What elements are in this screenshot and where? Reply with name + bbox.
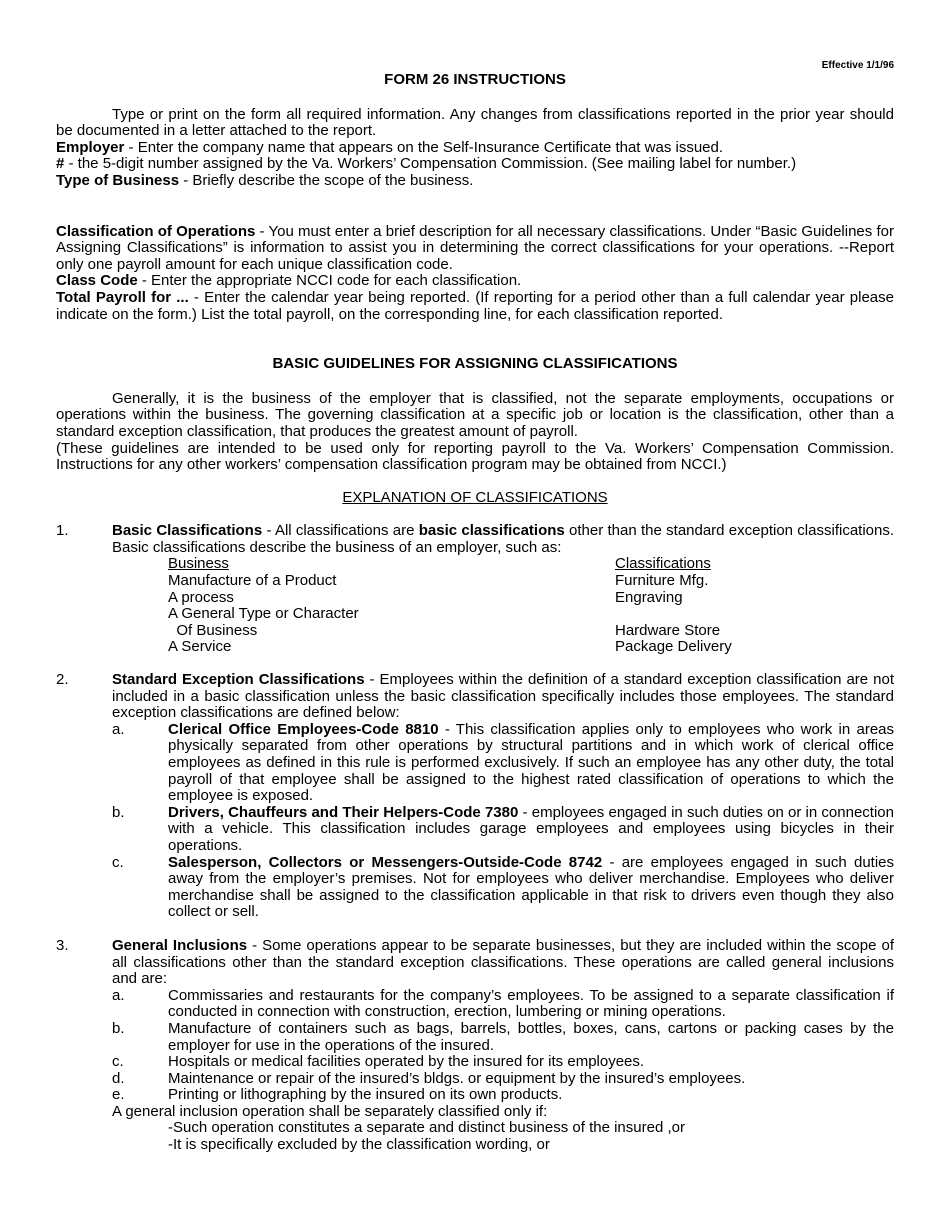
sub-item-text (168, 722, 894, 805)
sub-item (112, 988, 894, 1021)
class-code-text: - Enter the appropriate NCCI code for each classification. (137, 272, 522, 290)
classification-text: - You must enter a brief description for all necessary classifications. Under “Basic Guidelines for Assigning Classifications” is information to assist you in determining the correct classifications for your operations. --Report only one payroll amount for each unique classification code. (56, 222, 894, 273)
effective-date: Effective 1/1/96 (821, 60, 894, 71)
sub-item-body: - are employees engaged in such duties away from the employer’s premises. Not for employees who deliver merchandise. Employees who deliver merchandise shall be assigned to the classification applicable in that risk to drivers even though they also collect or sell. (168, 853, 895, 921)
classification-cell: Hardware Store (615, 621, 721, 639)
sub-item-text: Manufacture of containers such as bags, barrels, bottles, boxes, cans, cartons or packing cases by the employer for use in the operations of the insured. (168, 1019, 894, 1054)
page-title: FORM 26 INSTRUCTIONS (384, 71, 566, 88)
sub-item (112, 1021, 894, 1054)
sub-item-body: - employees engaged in such duties on or in connection with a vehicle. This classification includes garage employees and employees using bicycles in their operations. (168, 803, 894, 854)
business-term: Type of Business (56, 171, 180, 189)
sub-item (112, 1054, 894, 1071)
sub-item-text: Maintenance or repair of the insured’s bldgs. or equipment by the insured’s employees. (168, 1069, 746, 1087)
sub-item (112, 1071, 894, 1088)
basic-term: Basic Classifications (112, 522, 263, 540)
business-cell: Manufacture of a Product (168, 572, 337, 590)
list-item-standard-exception (56, 672, 894, 921)
list-item-general-inclusions (56, 938, 894, 1154)
intro-section (56, 107, 894, 190)
sub-item-letter: c. (112, 1053, 124, 1071)
sub-item-letter: a. (112, 720, 125, 738)
table-row (168, 623, 894, 640)
number-text: - the 5-digit number assigned by the Va. Workers’ Compensation Commission. (See mailing label for number.) (64, 155, 797, 173)
guidelines-title: BASIC GUIDELINES FOR ASSIGNING CLASSIFICATIONS (272, 355, 678, 373)
intro-paragraph: Type or print on the form all required information. Any changes from classifications reported in the prior year should be documented in a letter attached to the report. (56, 105, 894, 140)
sub-item (112, 805, 894, 855)
examples-header (168, 556, 894, 573)
sub-item-term: Clerical Office Employees-Code 8810 (168, 720, 439, 738)
employer-term: Employer (56, 138, 125, 156)
general-inclusions-body: - Some operations appear to be separate businesses, but they are included within the scope of all classifications other than the standard exception classifications. These operations are called general inclusions and are: (112, 936, 894, 988)
item-number: 3. (56, 936, 69, 954)
operations-section (56, 224, 894, 324)
sub-item (112, 722, 894, 805)
basic-text-a: - All classifications are (262, 522, 419, 540)
business-text: - Briefly describe the scope of the business. (179, 171, 474, 189)
employer-text: - Enter the company name that appears on the Self-Insurance Certificate that was issued. (124, 138, 724, 156)
general-inclusions-text (112, 938, 894, 988)
sub-item-text (168, 855, 894, 921)
guidelines-paragraph: Generally, it is the business of the employer that is classified, not the separate employments, occupations or operations within the business. The governing classification at a specific job or location is the classification, other than a standard exception classification, that produces the greatest amount of payroll. (56, 389, 894, 440)
classification-term: Classification of Operations (56, 222, 256, 240)
business-cell: A Service (168, 638, 232, 656)
sub-item-letter: a. (112, 986, 125, 1004)
classification-cell: Engraving (615, 588, 683, 606)
classification-cell: Furniture Mfg. (615, 572, 709, 590)
classification-cell: Package Delivery (615, 638, 732, 656)
business-cell: Of Business (168, 621, 258, 639)
business-line (56, 173, 894, 190)
item-number: 2. (56, 671, 69, 689)
sub-item-text: Printing or lithographing by the insured on its own products. (168, 1086, 563, 1104)
sub-item (112, 855, 894, 921)
basic-text-b: other than the standard exception classifications. Basic classifications describe the business of an employer, such as: (112, 522, 895, 556)
item-number: 1. (56, 522, 69, 540)
list-item-basic (56, 523, 894, 656)
sub-item-letter: d. (112, 1069, 125, 1087)
sub-item-letter: e. (112, 1086, 125, 1104)
sub-item (112, 1087, 894, 1104)
examples-table (168, 556, 894, 656)
basic-bold-mid: basic classifications (418, 522, 565, 540)
sub-item-text (168, 805, 894, 855)
column-header-classifications: Classifications (615, 555, 711, 573)
total-payroll-line (56, 290, 894, 323)
general-inclusions-term: General Inclusions (112, 936, 248, 954)
employer-line (56, 140, 894, 157)
sub-item-term: Drivers, Chauffeurs and Their Helpers-Code 7380 (168, 803, 519, 821)
table-row (168, 590, 894, 607)
condition-line: -It is specifically excluded by the classification wording, or (168, 1136, 550, 1154)
sub-item-letter: b. (112, 803, 125, 821)
guidelines-note: (These guidelines are intended to be used only for reporting payroll to the Va. Workers’ Compensation Commission. Instructions for any other workers’ compensation classification program may be obtained from NCCI.) (56, 439, 894, 474)
sub-item-body: - This classification applies only to employees who work in areas physically separated from other operations by structural partitions and in which work of clerical office employees as defined in this rule is performed exclusively. If such an employee has any other duty, the total payroll of that employee shall be assigned to the highest rated classification of operations to which the employee is exposed. (168, 720, 895, 805)
sub-item-term: Salesperson, Collectors or Messengers-Outside-Code 8742 (168, 853, 603, 871)
sub-item-text: Commissaries and restaurants for the company’s employees. To be assigned to a separate classification if conducted in connection with construction, erection, lumbering or mining operations. (168, 986, 894, 1021)
number-line (56, 156, 894, 173)
document-page (56, 58, 894, 1154)
class-code-term: Class Code (56, 272, 138, 290)
total-payroll-term: Total Payroll for ... (56, 288, 189, 306)
sub-item-letter: c. (112, 853, 124, 871)
table-row (168, 606, 894, 623)
condition-line: -Such operation constitutes a separate and distinct business of the insured ,or (168, 1119, 685, 1137)
sub-item-letter: b. (112, 1019, 125, 1037)
classification-line (56, 224, 894, 274)
business-cell: A process (168, 588, 234, 606)
table-row (168, 573, 894, 590)
sub-item-text: Hospitals or medical facilities operated by the insured for its employees. (168, 1053, 645, 1071)
class-code-line (56, 273, 894, 290)
column-header-business: Business (168, 555, 229, 573)
explanation-title: EXPLANATION OF CLASSIFICATIONS (342, 488, 608, 506)
standard-exception-term: Standard Exception Classifications (112, 671, 365, 689)
standard-exception-text (112, 672, 894, 722)
total-payroll-text: - Enter the calendar year being reported. (If reporting for a period other than a full calendar year please indicate on the form.) List the total payroll, on the corresponding line, for each classification reported. (56, 288, 894, 323)
table-row (168, 639, 894, 656)
business-cell: A General Type or Character (168, 605, 359, 623)
closing-line: A general inclusion operation shall be separately classified only if: (112, 1102, 548, 1120)
number-term: # (56, 155, 65, 173)
basic-classifications-text (112, 523, 894, 556)
standard-exception-body: - Employees within the definition of a standard exception classification are not included in a basic classification unless the basic classification specifically includes those employees. The standard exception classifications are defined below: (112, 671, 894, 722)
